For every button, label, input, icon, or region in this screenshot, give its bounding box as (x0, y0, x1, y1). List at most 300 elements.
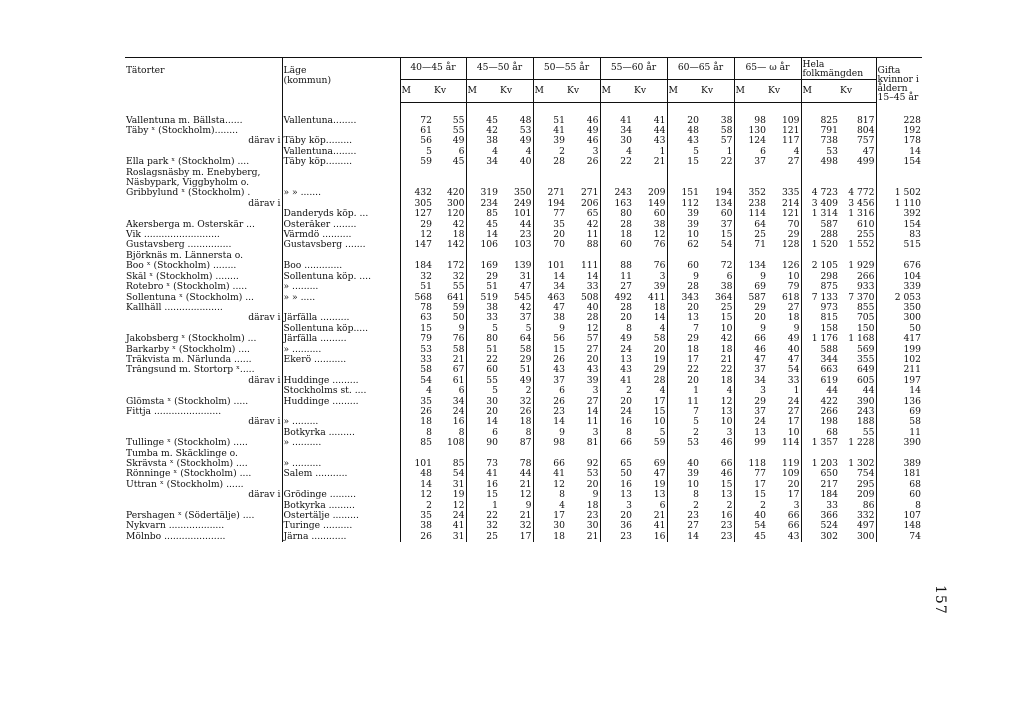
sub-header-kv: Kv (767, 80, 801, 102)
row-value: 18 (787, 313, 800, 324)
table-row (125, 313, 922, 323)
row-value: 9 (667, 272, 700, 282)
row-value: 158 (801, 324, 839, 334)
row-value (876, 251, 922, 261)
row-value (566, 449, 600, 459)
row-value: 20 (734, 313, 767, 323)
row-value: 39 (653, 282, 666, 293)
row-value: 19 (653, 479, 666, 490)
row-value: 49 (519, 136, 532, 147)
row-value: 181 (876, 469, 922, 479)
row-value: 45 (466, 102, 499, 126)
row-kommun (282, 407, 400, 417)
row-value (839, 168, 876, 178)
row-place-name: Mölnbo ..................... (126, 531, 226, 542)
row-kommun: Stockholms st. .... (282, 386, 400, 396)
row-value: 18 (667, 345, 700, 355)
row-value: 38 (400, 521, 433, 531)
row-kommun: Danderyds köp. ... (282, 209, 400, 219)
row-value: 1 110 (876, 199, 922, 209)
row-value: 15 (667, 157, 700, 167)
row-value: 20 (533, 230, 566, 240)
row-value: 6 (458, 146, 465, 157)
row-value: 18 (720, 375, 733, 386)
row-value: 41 (653, 114, 666, 126)
row-value: 54 (452, 469, 465, 480)
row-kommun (282, 178, 400, 188)
row-value: 209 (856, 490, 875, 501)
row-value: 76 (452, 334, 465, 345)
row-value: 34 (452, 396, 465, 407)
row-place-name: Sollentuna ˣ (Stockholm) ... (126, 292, 254, 303)
row-value: 79 (787, 282, 800, 293)
row-value: 10 (667, 480, 700, 490)
row-value: 24 (452, 511, 465, 522)
row-value: 61 (400, 126, 433, 136)
row-value: 21 (653, 511, 666, 522)
row-value: 67 (452, 365, 465, 376)
row-value: 20 (667, 376, 700, 386)
row-place-name: därav i (248, 198, 281, 209)
row-value: 28 (600, 220, 633, 230)
row-value: 41 (600, 102, 633, 126)
row-value: 199 (876, 345, 922, 355)
row-value: 209 (647, 188, 666, 199)
row-value: 46 (734, 345, 767, 355)
row-value (667, 178, 700, 188)
row-value: 228 (876, 102, 922, 126)
row-value: 42 (720, 334, 733, 345)
row-value: 13 (720, 406, 733, 417)
row-kommun (282, 251, 400, 261)
row-value: 815 (801, 313, 839, 323)
row-value: 64 (519, 334, 532, 345)
table-row (125, 324, 922, 334)
row-value: 54 (787, 365, 800, 376)
row-value: 109 (781, 114, 800, 126)
row-value: 8 (600, 324, 633, 334)
row-value: 25 (466, 532, 499, 542)
row-value: 10 (720, 417, 733, 428)
row-value: 37 (734, 157, 767, 167)
row-value: 43 (533, 365, 566, 375)
row-value: 16 (600, 417, 633, 427)
row-value: 524 (801, 521, 839, 531)
row-value: 35 (400, 511, 433, 521)
row-value (499, 178, 533, 188)
table-row (125, 157, 922, 167)
table-row (125, 188, 922, 198)
row-value: 51 (400, 282, 433, 292)
row-value: 118 (734, 459, 767, 469)
row-kommun: » ......... (282, 282, 400, 292)
row-value: 649 (856, 365, 875, 376)
row-value: 14 (466, 417, 499, 427)
row-value: 587 (801, 220, 839, 230)
row-value: 1 502 (876, 188, 922, 198)
row-value: 298 (801, 272, 839, 282)
row-value: 16 (600, 480, 633, 490)
row-value: 53 (400, 345, 433, 355)
row-value: 217 (801, 480, 839, 490)
row-value: 38 (533, 313, 566, 323)
row-value: 107 (876, 511, 922, 521)
row-kommun: Värmdö .......... (282, 230, 400, 240)
row-value: 98 (734, 102, 767, 126)
table-row (125, 345, 922, 355)
row-value: 24 (600, 345, 633, 355)
row-value: 32 (400, 272, 433, 282)
row-value: 3 (592, 146, 599, 157)
row-value: 40 (734, 511, 767, 521)
row-value: 65 (600, 459, 633, 469)
row-kommun: Boo ............. (282, 261, 400, 271)
row-value: 28 (533, 157, 566, 167)
row-value: 6 (458, 386, 465, 397)
row-place-name: Tullinge ˣ (Stockholm) ..... (126, 438, 248, 449)
row-value: 77 (533, 209, 566, 219)
row-value: 392 (876, 209, 922, 219)
row-value: 69 (653, 459, 666, 469)
row-value: 66 (600, 438, 633, 448)
row-value: 60 (653, 209, 666, 220)
row-value: 973 (801, 303, 839, 313)
row-value: 266 (856, 271, 875, 282)
row-value: 54 (400, 376, 433, 386)
row-kommun: Gustavsberg ....... (282, 240, 400, 250)
row-value: 59 (400, 157, 433, 167)
row-value: 119 (781, 459, 800, 469)
row-kommun: Huddinge ......... (282, 397, 400, 407)
sub-header-kv: Kv (839, 80, 876, 102)
row-value: 21 (720, 354, 733, 365)
row-value: 43 (667, 136, 700, 146)
row-value: 2 (533, 147, 566, 157)
row-value: 1 (667, 386, 700, 396)
row-value: 50 (452, 313, 465, 324)
table-row (125, 136, 922, 146)
row-value: 305 (400, 199, 433, 209)
row-value: 206 (580, 198, 599, 209)
row-value: 5 (466, 324, 499, 334)
table-row (125, 490, 922, 500)
row-value: 81 (586, 438, 599, 449)
row-place-name: Näsbypark, Viggbyholm o. (126, 178, 250, 189)
row-value: 47 (519, 282, 532, 293)
row-place-name (125, 209, 282, 219)
row-value: 21 (452, 354, 465, 365)
table-row (125, 511, 922, 521)
row-value: 26 (533, 397, 566, 407)
row-value: 192 (876, 126, 922, 136)
row-value: 121 (781, 209, 800, 220)
row-value: 1 302 (848, 459, 875, 469)
row-value: 55 (452, 114, 465, 126)
row-value: 76 (653, 240, 666, 251)
row-value: 8 (400, 428, 433, 438)
row-value: 53 (519, 126, 532, 136)
sub-header-kv: Kv (499, 80, 533, 102)
row-value: 65 (586, 209, 599, 220)
row-value: 344 (801, 355, 839, 365)
row-value: 29 (466, 272, 499, 282)
row-value: 4 (466, 147, 499, 157)
row-value: 650 (801, 469, 839, 479)
row-value: 29 (400, 220, 433, 230)
row-value: 11 (667, 397, 700, 407)
row-value: 41 (653, 521, 666, 532)
row-kommun (282, 449, 400, 459)
table-row (125, 272, 922, 282)
row-value: 108 (446, 438, 465, 449)
row-value: 420 (446, 188, 465, 199)
row-value: 587 (734, 293, 767, 303)
table-row (125, 220, 922, 230)
row-value: 134 (714, 198, 733, 209)
row-value: 66 (720, 459, 733, 469)
row-value (734, 168, 767, 178)
row-value: 15 (720, 313, 733, 324)
row-value: 127 (400, 209, 433, 219)
row-value: 3 409 (801, 199, 839, 209)
row-value: 43 (600, 365, 633, 375)
row-value: 79 (400, 334, 433, 344)
row-value: 149 (647, 198, 666, 209)
row-place-name (125, 501, 282, 511)
sub-header-kv: Kv (700, 80, 734, 102)
row-value: 48 (667, 126, 700, 136)
row-value: 350 (513, 188, 532, 199)
population-table (125, 57, 922, 542)
row-value: 101 (513, 209, 532, 220)
row-value: 7 (667, 324, 700, 334)
row-kommun: Sollentuna köp..... (282, 324, 400, 334)
row-value: 300 (446, 198, 465, 209)
row-value: 34 (734, 376, 767, 386)
row-value: 9 (734, 272, 767, 282)
col-header-lage: Läge (kommun) (282, 58, 400, 103)
row-value: 20 (653, 344, 666, 355)
row-value: 26 (400, 532, 433, 542)
table-row (125, 407, 922, 417)
row-value: 499 (856, 157, 875, 168)
row-value: 23 (519, 230, 532, 241)
row-value: 12 (720, 396, 733, 407)
row-value: 15 (720, 479, 733, 490)
row-value: 30 (600, 136, 633, 146)
row-value: 28 (653, 375, 666, 386)
row-value (566, 251, 600, 261)
row-value: 497 (856, 521, 875, 532)
row-value: 136 (876, 397, 922, 407)
row-value: 117 (781, 136, 800, 147)
row-value: 28 (600, 303, 633, 313)
row-value: 106 (466, 240, 499, 250)
row-value: 59 (452, 302, 465, 313)
row-value: 14 (586, 406, 599, 417)
row-value (566, 168, 600, 178)
row-value: 83 (876, 230, 922, 240)
row-place-name: Fittja ....................... (126, 406, 222, 417)
row-kommun: Botkyrka ......... (282, 501, 400, 511)
row-value: 498 (801, 157, 839, 167)
row-value: 738 (801, 136, 839, 146)
row-value: 37 (519, 313, 532, 324)
row-value: 855 (856, 302, 875, 313)
row-value: 85 (400, 438, 433, 448)
row-value: 14 (466, 230, 499, 240)
row-value: 151 (667, 188, 700, 198)
row-value (700, 449, 734, 459)
row-value: 42 (466, 126, 499, 136)
row-value: 14 (400, 480, 433, 490)
row-value: 588 (801, 345, 839, 355)
row-value: 16 (720, 511, 733, 522)
row-value (876, 449, 922, 459)
row-value: 18 (653, 302, 666, 313)
table-row (125, 386, 922, 396)
row-value: 1 (659, 146, 666, 157)
row-value: 271 (533, 188, 566, 198)
row-value: 9 (533, 324, 566, 334)
row-value: 545 (513, 292, 532, 303)
row-value: 47 (734, 355, 767, 365)
row-value (839, 178, 876, 188)
row-place-name: därav i (248, 375, 281, 386)
row-place-name: Glömsta ˣ (Stockholm) ..... (126, 396, 249, 407)
row-value: 31 (452, 479, 465, 490)
row-value: 11 (586, 230, 599, 241)
row-value (767, 449, 801, 459)
row-value (400, 168, 433, 178)
row-value: 41 (452, 521, 465, 532)
row-value: 17 (734, 480, 767, 490)
row-value: 114 (781, 438, 800, 449)
row-place-name: Vik .......................... (126, 230, 220, 241)
row-place-name: Uttran ˣ (Stockholm) ...... (126, 479, 244, 490)
row-value: 933 (856, 282, 875, 293)
row-value: 4 (793, 146, 800, 157)
row-value: 44 (519, 219, 532, 230)
row-value: 432 (400, 188, 433, 198)
row-value: 53 (801, 147, 839, 157)
row-value: 40 (667, 459, 700, 469)
row-value: 754 (856, 469, 875, 480)
row-value: 12 (400, 230, 433, 240)
row-value: 2 (600, 386, 633, 396)
row-value: 58 (876, 417, 922, 427)
row-place-name: Vallentuna m. Bällsta...... (126, 114, 243, 126)
row-kommun: Vallentuna........ (282, 102, 400, 126)
row-value: 14 (876, 147, 922, 157)
row-value: 1 (793, 386, 800, 397)
row-value: 18 (400, 417, 433, 427)
row-value: 124 (734, 136, 767, 146)
row-value: 21 (519, 511, 532, 522)
row-value: 39 (667, 220, 700, 230)
row-place-name: Trångsund m. Stortorp ˣ..... (126, 365, 255, 376)
row-value: 12 (452, 500, 465, 511)
row-value: 8 (525, 427, 532, 438)
row-value: 3 (734, 386, 767, 396)
row-value: 154 (876, 220, 922, 230)
row-value (633, 178, 667, 188)
row-value: 70 (533, 240, 566, 250)
row-place-name: Björknäs m. Lännersta o. (126, 250, 244, 261)
row-place-name: därav i (248, 490, 281, 501)
row-value: 463 (533, 293, 566, 303)
row-kommun: Järna ............ (282, 532, 400, 542)
row-value: 68 (876, 480, 922, 490)
row-kommun: Huddinge ......... (282, 376, 400, 386)
row-value: 20 (787, 479, 800, 490)
row-value: 41 (533, 126, 566, 136)
row-value: 1 314 (801, 209, 839, 219)
row-value (734, 178, 767, 188)
row-place-name: Gribbylund ˣ (Stockholm) . (126, 188, 251, 199)
row-value: 20 (600, 511, 633, 521)
row-kommun: Turinge .......... (282, 521, 400, 531)
row-value: 15 (653, 406, 666, 417)
row-value: 10 (667, 230, 700, 240)
row-value: 32 (452, 271, 465, 282)
row-value: 3 (793, 500, 800, 511)
row-value: 42 (519, 302, 532, 313)
row-value (700, 178, 734, 188)
row-value: 4 (533, 501, 566, 511)
row-value: 302 (801, 532, 839, 542)
row-value: 7 133 (801, 293, 839, 303)
row-value (667, 168, 700, 178)
row-value: 178 (876, 136, 922, 146)
row-value: 188 (856, 417, 875, 428)
row-value (633, 168, 667, 178)
table-row (125, 428, 922, 438)
row-value: 417 (876, 334, 922, 344)
row-value: 27 (586, 344, 599, 355)
row-value: 21 (519, 479, 532, 490)
row-value: 60 (466, 365, 499, 375)
row-value: 45 (452, 157, 465, 168)
row-value: 44 (653, 126, 666, 136)
row-value (734, 449, 767, 459)
row-value: 12 (653, 230, 666, 241)
row-value: 36 (600, 521, 633, 531)
row-value: 23 (586, 511, 599, 522)
row-value: 29 (734, 303, 767, 313)
row-value: 66 (787, 521, 800, 532)
row-value: 24 (734, 417, 767, 427)
row-value: 18 (533, 532, 566, 542)
row-value: 1 203 (801, 459, 839, 469)
row-value: 288 (801, 230, 839, 240)
row-value: 364 (714, 292, 733, 303)
row-place-name (125, 428, 282, 438)
row-value: 271 (580, 188, 599, 199)
row-value: 169 (466, 261, 499, 271)
row-value: 6 (533, 386, 566, 396)
row-value: 508 (580, 292, 599, 303)
row-value (466, 178, 499, 188)
row-value: 80 (466, 334, 499, 344)
row-value: 19 (653, 354, 666, 365)
row-value: 35 (400, 397, 433, 407)
row-value: 37 (720, 219, 733, 230)
row-value: 18 (452, 230, 465, 241)
row-value: 50 (876, 324, 922, 334)
row-value: 101 (400, 459, 433, 469)
row-value: 49 (600, 334, 633, 344)
